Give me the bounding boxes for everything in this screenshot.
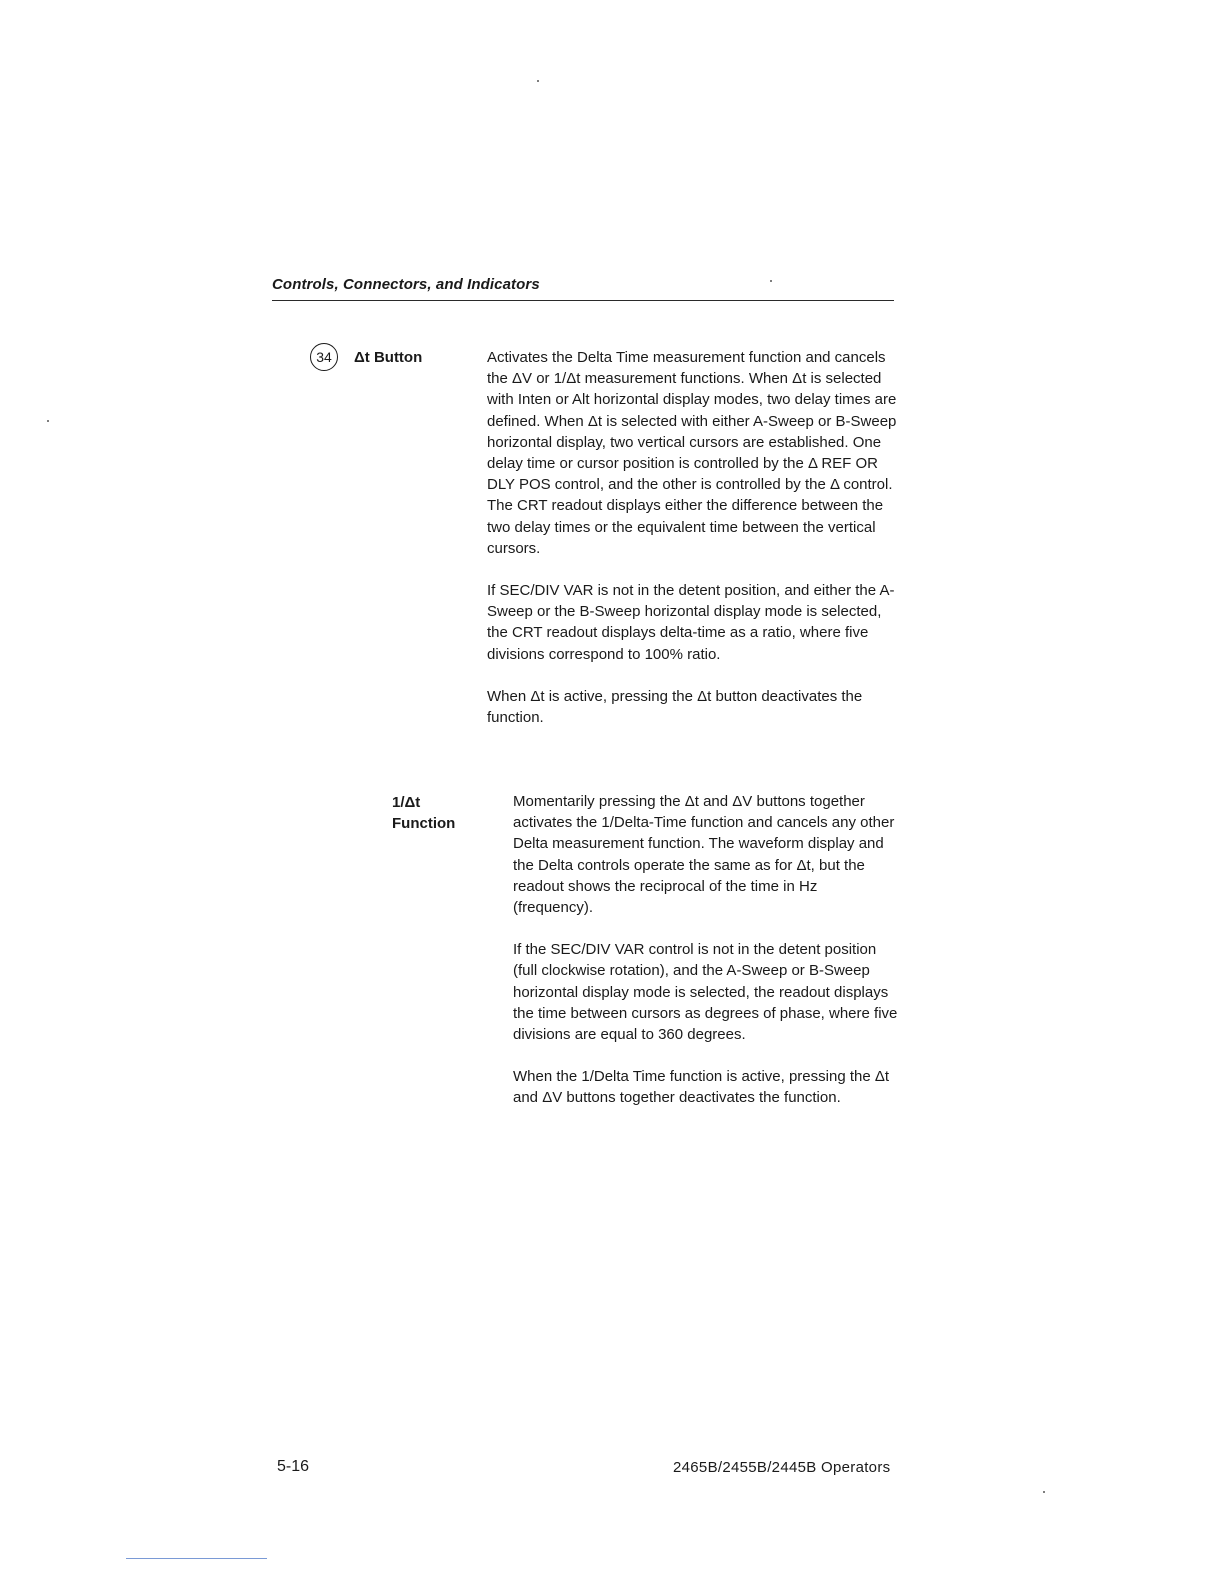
paragraph: If SEC/DIV VAR is not in the detent position, and either the A-Sweep or the B-Sweep horizontal display mode is selected, the CRT readout displays delta-time as a ratio, where five divisions correspond to 100% ratio. xyxy=(487,582,895,663)
paragraph: If the SEC/DIV VAR control is not in the detent position (full clockwise rotation), and the A-Sweep or B-Sweep horizontal display mode is selected, the readout displays the time between cursors as degrees of phase, where five divisions are equal to 360 degrees. xyxy=(513,941,898,1044)
paragraph: Activates the Delta Time measurement function and cancels the ΔV or 1/Δt measurement functions. When Δt is selected with Inten or Alt horizontal display modes, two delay times are defined. When Δt is selected with either A-Sweep or B-Sweep horizontal display, two vertical cursors are established. One delay time or cursor position is controlled by the Δ REF OR DLY POS control, and the other is controlled by the Δ control. The CRT readout displays either the difference between the two delay times or the equivalent time between the vertical cursors. xyxy=(487,349,897,557)
section-title: Controls, Connectors, and Indicators xyxy=(272,276,540,293)
item-heading: Δt Button xyxy=(354,349,423,366)
callout-number: 34 xyxy=(310,343,338,371)
paragraph: When the 1/Delta Time function is active, pressing the Δt and ΔV buttons together deactivates the function. xyxy=(513,1068,890,1107)
page-header xyxy=(272,276,894,301)
manual-title: 2465B/2455B/2445B Operators xyxy=(673,1459,891,1476)
scan-speck xyxy=(537,80,539,82)
subitem-heading-line: Function xyxy=(392,815,456,832)
subitem-heading-line: 1/Δt xyxy=(392,794,421,811)
paragraph: When Δt is active, pressing the Δt button deactivates the function. xyxy=(487,687,863,727)
page-number: 5-16 xyxy=(277,1458,310,1475)
paragraph: Momentarily pressing the Δt and ΔV buttons together activates the 1/Delta-Time function and cancels any other Delta measurement function. The waveform display and the Delta controls operate the same as for Δt, but the readout shows the reciprocal of the time in Hz (frequency). xyxy=(513,793,895,917)
scan-speck xyxy=(1043,1491,1045,1493)
scan-speck xyxy=(47,420,49,422)
scan-speck xyxy=(770,280,772,282)
subitem-description xyxy=(513,791,898,1130)
scan-edge-line xyxy=(126,1558,267,1559)
item-description xyxy=(487,347,897,749)
subitem-heading xyxy=(392,792,455,834)
